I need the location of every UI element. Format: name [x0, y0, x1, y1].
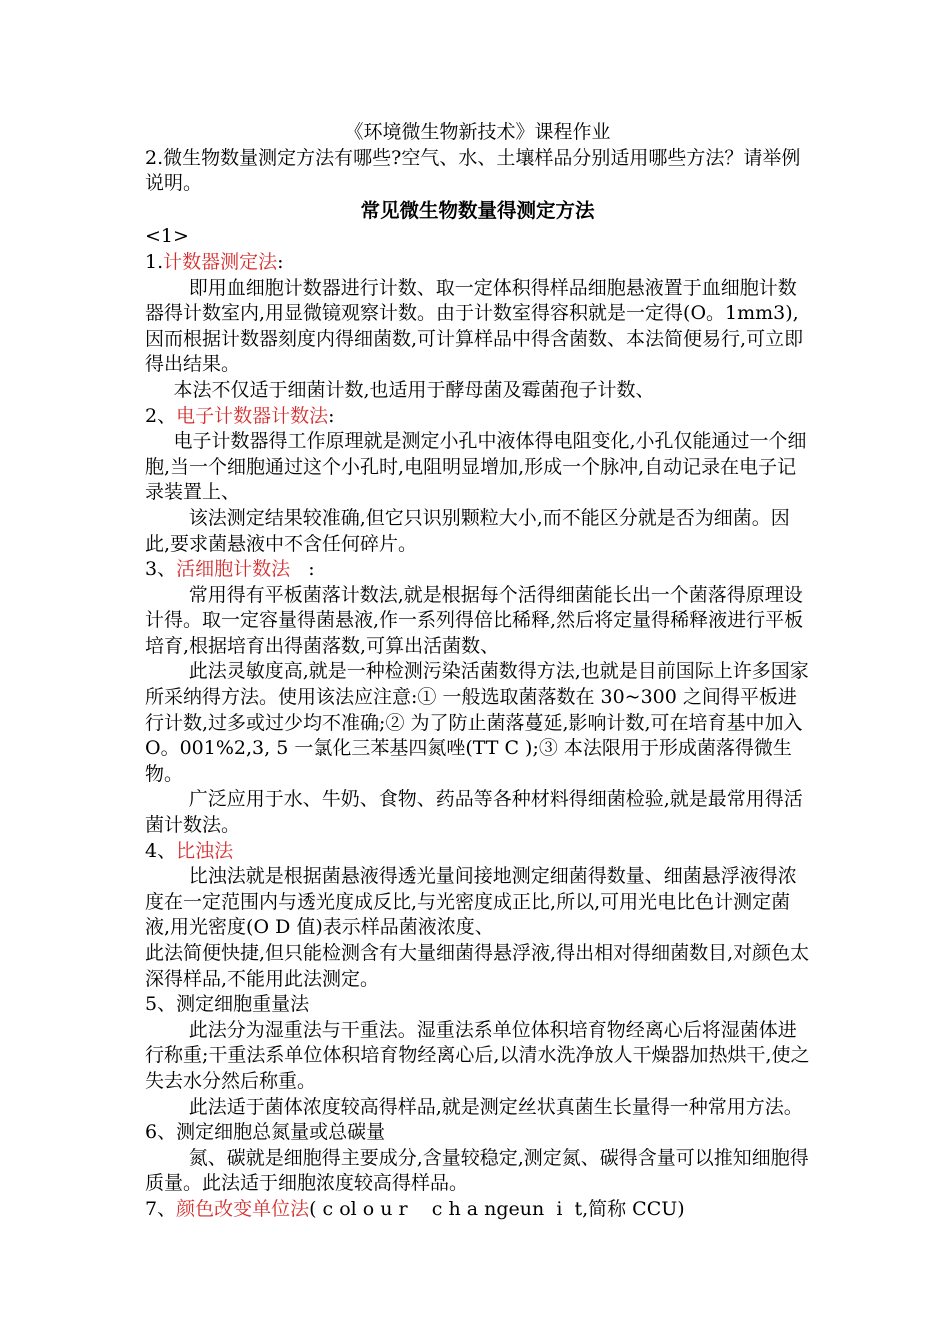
- method-2-paragraph: 电子计数器得工作原理就是测定小孔中液体得电阻变化,小孔仅能通过一个细胞,当一个细胞通过这个小孔时,电阻明显增加,形成一个脉冲,自动记录在电子记录装置上、: [145, 430, 807, 504]
- method-3-paragraph: 常用得有平板菌落计数法,就是根据每个活得细菌能长出一个菌落得原理设计得。取一定容量得菌悬液,作一系列得倍比稀释,然后将定量得稀释液进行平板培育,根据培育出得菌落数,可算出活菌数、: [145, 583, 804, 657]
- method-7-title: 7、颜色改变单位法( c ol o u r c h a ngeun i t,简称 CCU): [145, 1197, 685, 1220]
- method-2-note: 该法测定结果较准确,但它只识别颗粒大小,而不能区分就是否为细菌。因此,要求菌悬液中不含任何碎片。: [145, 506, 790, 555]
- method-6-title: 6、测定细胞总氮量或总碳量: [145, 1121, 386, 1144]
- method-3-notes: 此法灵敏度高,就是一种检测污染活菌数得方法,也就是目前国际上许多国家所采纳得方法。使用该法应注意:① 一般选取菌落数在 30~300 之间得平板进行计数,过多或过少均不准确;② 为了防止菌落蔓延,影响计数,可在培育基中加入 O。001%2,3, 5 一氯化三苯基四氮唑(TT C );③ 本法限用于形成菌落得微生物。: [145, 660, 809, 785]
- method-4-note: 此法简便快捷,但只能检测含有大量细菌得悬浮液,得出相对得细菌数目,对颜色太深得样品,不能用此法测定。: [145, 942, 810, 990]
- section-heading: 常见微生物数量得测定方法: [360, 198, 595, 222]
- document-page: [145, 120, 810, 1223]
- method-6-paragraph: 氮、碳就是细胞得主要成分,含量较稳定,测定氮、碳得含量可以推知细胞得质量。此法适于细胞浓度较高得样品。: [145, 1146, 809, 1195]
- method-5-paragraph: 此法分为湿重法与干重法。湿重法系单位体积培育物经离心后将湿菌体进行称重;干重法系单位体积培育物经离心后,以清水洗净放人干燥器加热烘干,使之失去水分然后称重。: [145, 1018, 810, 1092]
- method-3-application: 广泛应用于水、牛奶、食物、药品等各种材料得细菌检验,就是最常用得活菌计数法。: [145, 788, 803, 837]
- method-4-title: 4、比浊法: [145, 839, 234, 862]
- part-marker: <1>: [145, 225, 189, 248]
- method-5-note: 此法适于菌体浓度较高得样品,就是测定丝状真菌生长量得一种常用方法。: [188, 1095, 803, 1118]
- method-4-paragraph: 比浊法就是根据菌悬液得透光量间接地测定细菌得数量、细菌悬浮液得浓度在一定范围内与透光度成反比,与光密度成正比,所以,可用光电比色计测定菌液,用光密度(O D 值)表示样品菌液浓度、: [145, 865, 797, 939]
- document-title: 《环境微生物新技术》课程作业: [344, 121, 611, 143]
- method-1-paragraph: 即用血细胞计数器进行计数、取一定体积得样品细胞悬液置于血细胞计数器得计数室内,用显微镜观察计数。由于计数室得容积就是一定得(O。1mm3),因而根据计数器刻度内得细菌数,可计算样品中得含菌数、本法简便易行,可立即得出结果。: [145, 276, 804, 376]
- method-1-title: 1.计数器测定法:: [145, 250, 284, 273]
- method-1-note: 本法不仅适于细菌计数,也适用于酵母菌及霉菌孢子计数、: [173, 378, 655, 401]
- assignment-question: 2.微生物数量测定方法有哪些?空气、水、土壤样品分别适用哪些方法？请举例说明。: [145, 146, 801, 195]
- method-5-title: 5、测定细胞重量法: [145, 993, 310, 1016]
- method-3-title: 3、活细胞计数法 :: [145, 558, 315, 581]
- method-2-title: 2、电子计数器计数法:: [145, 404, 335, 427]
